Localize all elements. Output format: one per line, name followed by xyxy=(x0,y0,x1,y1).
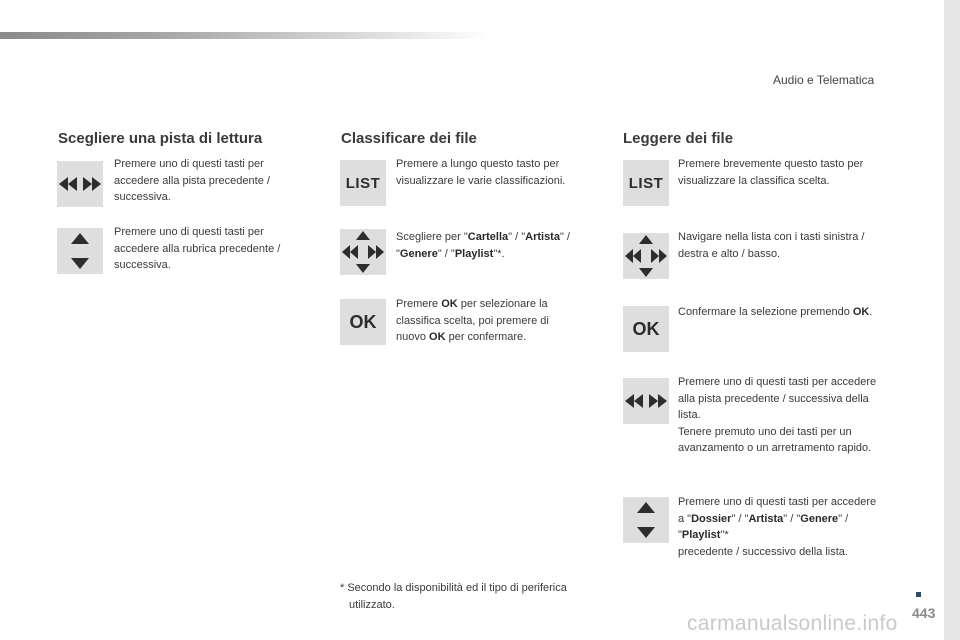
four-way-arrows-icon xyxy=(341,230,385,274)
column-title-sort-files: Classificare dei file xyxy=(341,130,477,147)
list-button-label: LIST xyxy=(345,174,381,192)
ok-button xyxy=(340,299,386,345)
ok-button-label: OK xyxy=(632,318,660,339)
four-way-button xyxy=(623,233,669,279)
four-way-arrows-icon xyxy=(624,234,668,278)
desc-sort-3: Premere OK per selezionare la classifica scelta, poi premere di nuovo OK per confermare. xyxy=(396,298,549,343)
desc-read-4: Premere uno di questi tasti per accedere alla pista precedente / successiva della lista. Tenere premuto uno dei tasti per un avanzamento o un arretramento rapido. xyxy=(678,376,877,454)
four-way-button xyxy=(340,229,386,275)
up-down-button xyxy=(57,228,103,274)
desc-read-2: Navigare nella lista con i tasti sinistra / destra e alto / basso. xyxy=(678,231,865,260)
desc-read-3: Confermare la selezione premendo OK. xyxy=(678,306,873,318)
page-edge-bar xyxy=(944,0,960,640)
column-title-choose-track: Scegliere una pista di lettura xyxy=(58,130,263,147)
desc-read-1: Premere brevemente questo tasto per visualizzare la classifica scelta. xyxy=(678,158,864,187)
column-title-read-files: Leggere dei file xyxy=(623,130,734,147)
prev-next-button xyxy=(57,161,103,207)
desc-sort-2: Scegliere per "Cartella" / "Artista" / "Genere" / "Playlist"*. xyxy=(396,231,570,260)
header-gradient-rule xyxy=(0,32,490,39)
prev-next-icon xyxy=(59,176,101,192)
desc-sort-1: Premere a lungo questo tasto per visualizzare le varie classificazioni. xyxy=(396,158,566,187)
prev-next-button xyxy=(623,378,669,424)
prev-next-icon xyxy=(625,393,667,409)
up-down-icon xyxy=(71,233,89,269)
ok-button xyxy=(623,306,669,352)
list-button xyxy=(340,160,386,206)
desc-choose-track-1: Premere uno di questi tasti per accedere alla pista precedente / successiva. xyxy=(114,158,270,203)
page-number: 443 xyxy=(912,605,936,621)
desc-choose-track-2: Premere uno di questi tasti per accedere alla rubrica precedente / successiva. xyxy=(114,226,281,271)
list-button xyxy=(623,160,669,206)
desc-read-5: Premere uno di questi tasti per accedere a "Dossier" / "Artista" / "Genere" / "Playlist"* precedente / successivo della lista. xyxy=(678,496,877,558)
page-marker xyxy=(916,592,921,597)
watermark: carmanualsonline.info xyxy=(687,612,898,635)
up-down-icon xyxy=(637,502,655,538)
up-down-button xyxy=(623,497,669,543)
ok-button-label: OK xyxy=(349,311,377,332)
list-button-label: LIST xyxy=(628,174,664,192)
footnote: * Secondo la disponibilità ed il tipo di periferica utilizzato. xyxy=(340,582,567,611)
section-title: Audio e Telematica xyxy=(773,73,875,87)
